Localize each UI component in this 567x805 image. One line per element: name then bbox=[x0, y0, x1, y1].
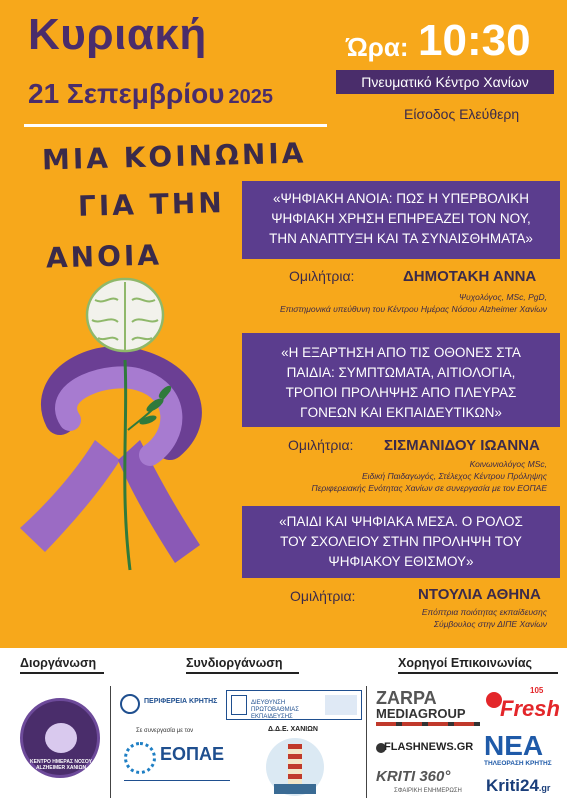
education-directorate-logo bbox=[226, 690, 362, 720]
nea-sub-label: ΤΗΛΕΟΡΑΣΗ ΚΡΗΤΗΣ bbox=[484, 760, 552, 767]
talk-2-title-line: ΤΡΟΠΟΙ ΠΡΟΛΗΨΗΣ ΑΠΟ ΠΛΕΥΡΑΣ bbox=[285, 385, 517, 400]
education-directorate-label: ΔΙΕΥΘΥΝΣΗ ΠΡΩΤΟΒΑΘΜΙΑΣ ΕΚΠΑΙΔΕΥΣΗΣ bbox=[251, 700, 299, 720]
kriti24-logo bbox=[486, 776, 560, 800]
organizer-heading-underline bbox=[20, 672, 104, 674]
zarpa-stripe bbox=[376, 722, 480, 726]
region-emblem-icon bbox=[120, 694, 140, 714]
talk-3-title-line: «ΠΑΙΔΙ ΚΑΙ ΨΗΦΙΑΚΑ ΜΕΣΑ. Ο ΡΟΛΟΣ bbox=[279, 514, 523, 529]
head-icon bbox=[45, 723, 77, 753]
fresh-frequency: 105 bbox=[530, 686, 544, 695]
region-crete-logo bbox=[120, 692, 220, 716]
zarpa-label: ZARPA bbox=[376, 688, 437, 708]
talk-3-title-line: ΨΗΦΙΑΚΟΥ ΕΘΙΣΜΟΥ» bbox=[328, 554, 474, 569]
flashnews-label: FLASHNEWS.GR bbox=[384, 741, 474, 753]
talk-2-title-line: ΠΑΙΔΙΑ: ΣΥΜΠΤΩΜΑΤΑ, ΑΙΤΙΟΛΟΓΙΑ, bbox=[286, 365, 516, 380]
nea-label: ΝΕΑ bbox=[484, 730, 544, 761]
talk-3-speaker-label: Ομιλήτρια: bbox=[290, 588, 356, 604]
talk-2-speaker-name: ΣΙΣΜΑΝΙΔΟΥ ΙΩΑΝΝΑ bbox=[384, 437, 540, 454]
zarpa-mediagroup-logo bbox=[376, 688, 482, 728]
co-organizer-heading-underline bbox=[186, 672, 299, 674]
event-day: Κυριακή bbox=[28, 10, 207, 59]
slogan-line-2: ΓΙΑ ΤΗΝ bbox=[77, 186, 226, 223]
talk-3-title bbox=[242, 506, 560, 578]
eopae-name: ΕΟΠΑΕ bbox=[160, 744, 225, 764]
dde-chania-logo bbox=[260, 726, 332, 800]
lighthouse-icon bbox=[288, 744, 302, 788]
sponsors-heading-underline bbox=[398, 672, 558, 674]
eopae-emblem-icon bbox=[124, 742, 156, 774]
brain-ribbon-illustration bbox=[0, 270, 250, 590]
eopae-logo bbox=[122, 728, 232, 800]
talk-1-title-line: ΤΗΝ ΑΝΑΠΤΥΞΗ ΚΑΙ ΤΑ ΣΥΝΑΙΣΘΗΜΑΤΑ» bbox=[269, 231, 533, 246]
event-time: 10:30 bbox=[418, 16, 531, 65]
nea-tv-logo bbox=[484, 732, 558, 768]
talk-1-title-line: «ΨΗΦΙΑΚΗ ΑΝΟΙΑ: ΠΩΣ Η ΥΠΕΡΒΟΛΙΚΗ bbox=[272, 191, 530, 206]
footer-divider bbox=[110, 686, 111, 798]
kriti360-label: KRITI 360° bbox=[376, 768, 451, 785]
kriti24-label: Kriti24 bbox=[486, 776, 539, 795]
talk-2-role-line: Κοινωνιολόγος MSc, bbox=[469, 459, 547, 469]
fresh-radio-logo bbox=[486, 686, 558, 726]
slogan-line-1: ΜΙΑ ΚΟΙΝΩΝΙΑ bbox=[41, 136, 307, 177]
talk-1-role-line: Επιστημονικά υπεύθυνη του Κέντρου Ημέρας Νόσου Alzheimer Χανίων bbox=[279, 304, 547, 314]
fresh-label: Fresh bbox=[500, 696, 560, 721]
talk-3-title-line: ΤΟΥ ΣΧΟΛΕΙΟΥ ΣΤΗΝ ΠΡΟΛΗΨΗ ΤΟΥ bbox=[280, 534, 522, 549]
talk-2-role-line: Ειδική Παιδαγωγός, Στέλεχος Κέντρου Πρόληψης bbox=[361, 471, 547, 481]
kriti360-logo bbox=[376, 768, 476, 798]
talk-3-speaker-role bbox=[422, 606, 547, 630]
talk-2-speaker-label: Ομιλήτρια: bbox=[288, 437, 354, 453]
alzheimer-center-logo-text: ΚΕΝΤΡΟ ΗΜΕΡΑΣ ΝΟΣΟΥ ALZHEIMER ΧΑΝΙΩΝ bbox=[30, 759, 92, 771]
footer-divider bbox=[366, 686, 367, 798]
talk-2-speaker-role bbox=[311, 458, 547, 494]
talk-1-speaker-label: Ομιλήτρια: bbox=[289, 268, 355, 284]
talk-1-role-line: Ψυχολόγος, MSc, PgD, bbox=[458, 292, 547, 302]
event-date-text: 21 Σεπεμβρίου bbox=[28, 78, 225, 109]
sponsors-footer bbox=[0, 648, 567, 805]
talk-2-title-line: ΓΟΝΕΩΝ ΚΑΙ ΕΚΠΑΙΔΕΥΤΙΚΩΝ» bbox=[300, 405, 502, 420]
time-label: Ώρα: bbox=[346, 32, 409, 62]
book-icon bbox=[274, 784, 316, 794]
flashnews-logo bbox=[376, 740, 478, 756]
alzheimer-center-logo bbox=[20, 698, 100, 778]
talk-1-speaker-role bbox=[280, 291, 547, 315]
talk-2-role-line: Περιφερειακής Ενότητας Χανίων σε συνεργασία με τον ΕΟΠΑΕ bbox=[311, 483, 547, 493]
education-pictogram-icon bbox=[325, 695, 357, 715]
mediagroup-label: MEDIAGROUP bbox=[376, 706, 466, 721]
organizer-heading: Διοργάνωση bbox=[20, 656, 97, 670]
dde-chania-label: Δ.Δ.Ε. ΧΑΝΙΩΝ bbox=[268, 726, 318, 733]
kriti24-suffix: .gr bbox=[538, 783, 551, 793]
talk-2-title bbox=[242, 333, 560, 427]
free-entry-note: Είσοδος Ελεύθερη bbox=[404, 106, 520, 122]
co-organizer-heading: Συνδιοργάνωση bbox=[186, 656, 283, 670]
sponsors-heading: Χορηγοί Επικοινωνίας bbox=[398, 656, 533, 670]
greek-emblem-icon bbox=[231, 695, 247, 715]
talk-3-role-line: Σύμβουλος στην ΔΙΠΕ Χανίων bbox=[433, 619, 547, 629]
talk-1-title-line: ΨΗΦΙΑΚΗ ΧΡΗΣΗ ΕΠΗΡΕΑΖΕΙ ΤΟΝ ΝΟΥ, bbox=[271, 211, 531, 226]
talk-2-title-line: «Η ΕΞΑΡΤΗΣΗ ΑΠΟ ΤΙΣ ΟΘΟΝΕΣ ΣΤΑ bbox=[281, 345, 521, 360]
event-year: 2025 bbox=[228, 86, 273, 108]
header-divider bbox=[24, 124, 327, 127]
venue-badge: Πνευματικό Κέντρο Χανίων bbox=[336, 70, 554, 94]
eopae-caption: Σε συνεργασία με τον bbox=[136, 728, 194, 734]
talk-3-role-line: Επόπτρια ποιότητας εκπαίδευσης bbox=[421, 607, 547, 617]
slogan-line-3: ΑΝΟΙΑ bbox=[45, 238, 163, 275]
talk-1-title bbox=[242, 181, 560, 259]
talk-3-speaker-name: ΝΤΟΥΛΙΑ ΑΘΗΝΑ bbox=[418, 586, 541, 603]
talk-1-speaker-name: ΔΗΜΟΤΑΚΗ ΑΝΝΑ bbox=[403, 268, 537, 285]
kriti360-sub-label: ΣΦΑΙΡΙΚΗ ΕΝΗΜΕΡΩΣΗ bbox=[394, 788, 462, 794]
eopae-subtext bbox=[124, 780, 230, 794]
event-date bbox=[28, 78, 273, 110]
region-crete-label: ΠΕΡΙΦΕΡΕΙΑ ΚΡΗΤΗΣ bbox=[144, 698, 218, 705]
